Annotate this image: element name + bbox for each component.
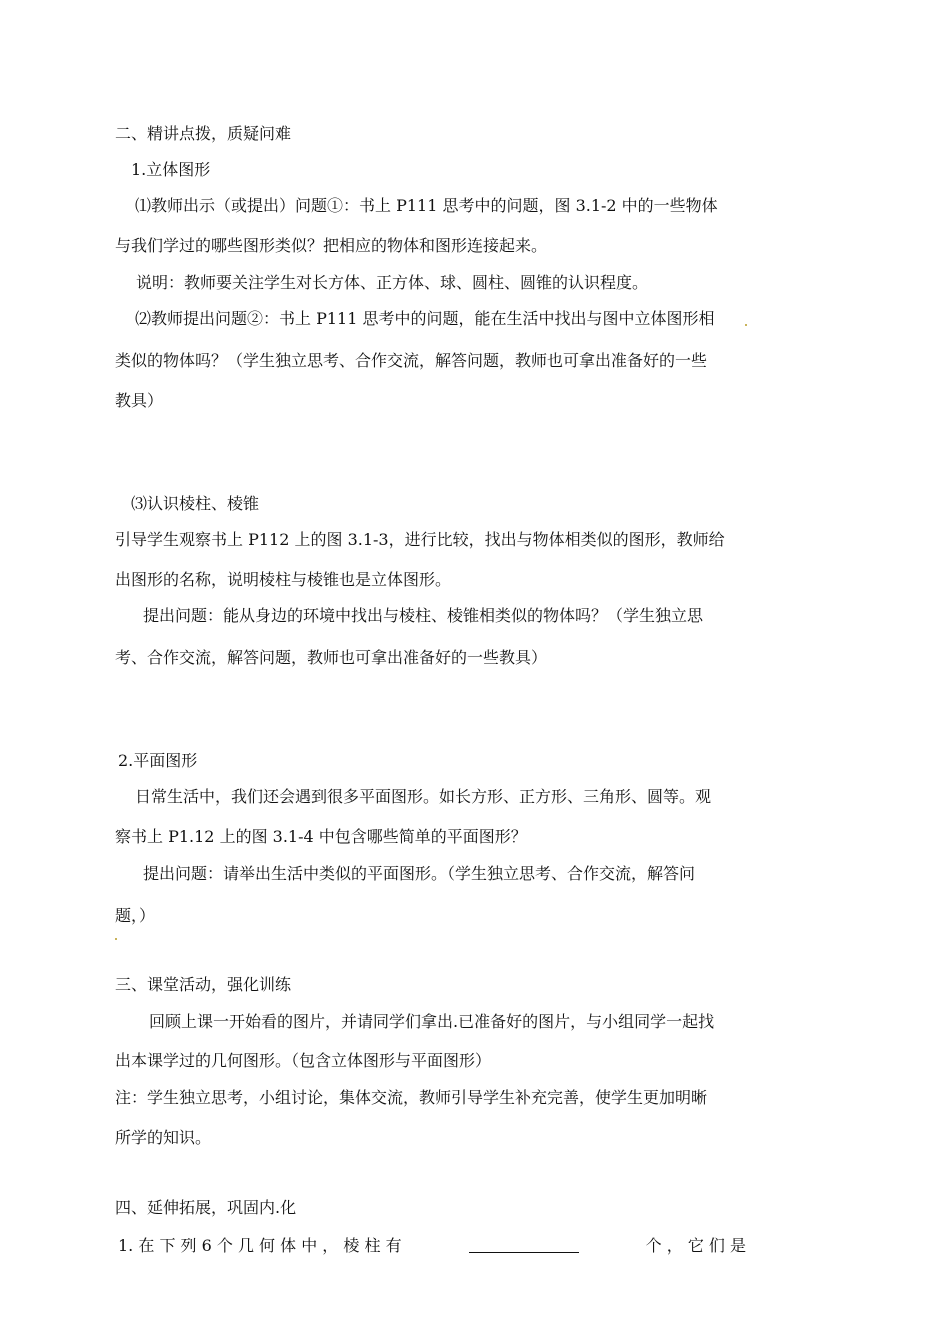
- note-line: 所学的知识。: [115, 1128, 212, 1147]
- answer-blank[interactable]: [469, 1236, 579, 1253]
- section-2-heading: 二、精讲点拨，质疑问难: [115, 124, 292, 143]
- question-line: 题，）: [115, 906, 156, 925]
- subsection-solid-figures: 1.立体图形: [131, 160, 211, 179]
- paragraph-line: 察书上 P1.12 上的图 3.1-4 中包含哪些简单的平面图形？: [115, 827, 527, 846]
- paragraph-line: 引导学生观察书上 P112 上的图 3.1-3，进行比较，找出与物体相类似的图形，教师给: [115, 530, 725, 549]
- paragraph-line: ⑴教师出示（或提出）问题①：书上 P111 思考中的问题，图 3.1-2 中的一些物体: [135, 196, 718, 215]
- subsection-plane-figures: 2.平面图形: [118, 751, 198, 770]
- exercise-question-1: [118, 1236, 746, 1256]
- question-line: 提出问题：能从身边的环境中找出与棱柱、棱锥相类似的物体吗？（学生独立思: [143, 606, 704, 625]
- question-line: 考、合作交流，解答问题，教师也可拿出准备好的一些教具）: [115, 648, 548, 667]
- speck: [745, 324, 747, 326]
- paragraph-line: ⑵教师提出问题②：书上 P111 思考中的问题，能在生活中找出与图中立体图形相: [135, 309, 715, 328]
- paragraph-line: 类似的物体吗？（学生独立思考、合作交流，解答问题，教师也可拿出准备好的一些: [115, 351, 708, 370]
- section-3-heading: 三、课堂活动，强化训练: [115, 975, 292, 994]
- note-line: 说明：教师要关注学生对长方体、正方体、球、圆柱、圆锥的认识程度。: [136, 273, 649, 292]
- paragraph-line: 教具）: [115, 391, 164, 410]
- question-prefix: 1. 在 下 列 6 个 几 何 体 中 ， 棱 柱 有: [118, 1236, 402, 1255]
- section-4-heading: 四、延伸拓展，巩固内.化: [115, 1198, 297, 1217]
- paragraph-line: 回顾上课一开始看的图片，并请同学们拿出.已准备好的图片，与小组同学一起找: [149, 1012, 715, 1031]
- subsection-prisms-pyramids: ⑶认识棱柱、棱锥: [131, 494, 260, 513]
- paragraph-line: 与我们学过的哪些图形类似？把相应的物体和图形连接起来。: [115, 236, 548, 255]
- paragraph-line: 出本课学过的几何图形。（包含立体图形与平面图形）: [115, 1051, 492, 1070]
- paragraph-line: 日常生活中，我们还会遇到很多平面图形。如长方形、正方形、三角形、圆等。观: [135, 787, 712, 806]
- speck: [115, 938, 117, 940]
- question-line: 提出问题：请举出生活中类似的平面图形。（学生独立思考、合作交流，解答问: [143, 864, 696, 883]
- paragraph-line: 出图形的名称，说明棱柱与棱锥也是立体图形。: [115, 570, 452, 589]
- note-line: 注：学生独立思考，小组讨论，集体交流，教师引导学生补充完善，使学生更加明晰: [115, 1088, 708, 1107]
- question-suffix: 个 ， 它 们 是: [645, 1236, 746, 1255]
